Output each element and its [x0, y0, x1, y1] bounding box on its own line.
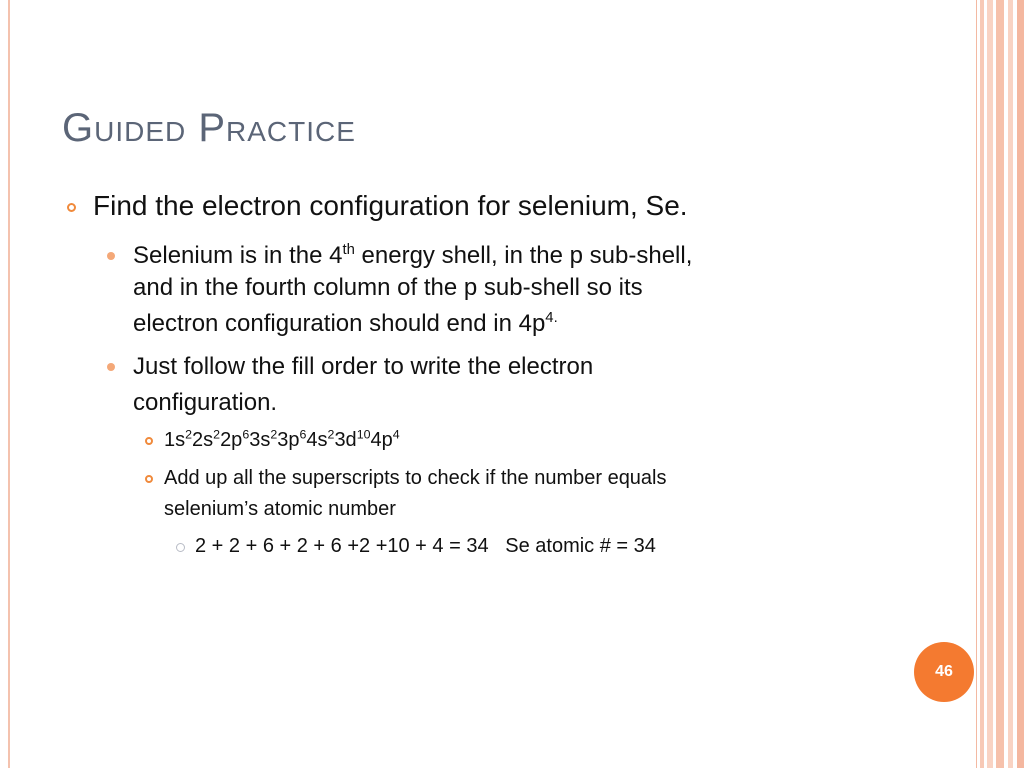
- orbital: 4s: [306, 429, 328, 451]
- text-segment: electron configuration should end in 4p: [133, 310, 546, 337]
- orbital: 3p: [277, 429, 300, 451]
- decor-stripe: [1017, 0, 1024, 768]
- bullet-level2-line: configuration.: [133, 389, 278, 416]
- decor-stripe: [987, 0, 993, 768]
- text-segment: Selenium is in the 4: [133, 242, 343, 269]
- orbital: 2s: [192, 429, 214, 451]
- orbital: 3s: [249, 429, 271, 451]
- bullet-level1: Find the electron configuration for selenium, Se.: [93, 190, 688, 221]
- superscript: 6: [242, 427, 250, 442]
- superscript: 2: [185, 427, 193, 442]
- orbital: 1s: [164, 429, 186, 451]
- orbital: 3d: [334, 429, 357, 451]
- dot-bullet-icon: [107, 252, 115, 260]
- text-segment: energy shell, in the p sub-shell,: [354, 242, 693, 269]
- superscript: 2: [327, 427, 335, 442]
- slide-title: Guided Practice: [62, 106, 356, 150]
- page-number-badge: 46: [914, 642, 974, 702]
- bullet-level3-line: selenium’s atomic number: [164, 498, 396, 520]
- ring-bullet-icon: [176, 543, 185, 552]
- bullet-level2-line: Just follow the fill order to write the electron: [133, 353, 594, 380]
- decor-stripe: [1008, 0, 1013, 768]
- ring-bullet-icon: [145, 437, 153, 445]
- superscript: 2: [270, 427, 278, 442]
- decor-stripe: [996, 0, 1004, 768]
- decor-stripe: [980, 0, 984, 768]
- superscript: 4: [392, 427, 400, 442]
- superscript: th: [342, 242, 355, 258]
- orbital: 2p: [220, 429, 243, 451]
- superscript: 4.: [545, 310, 558, 326]
- bullet-level3-line: Add up all the superscripts to check if the number equals: [164, 467, 667, 489]
- superscript: 10: [356, 427, 371, 442]
- superscript: 6: [299, 427, 307, 442]
- left-border-line: [8, 0, 10, 768]
- decor-stripe: [976, 0, 977, 768]
- bullet-level2-line: [133, 238, 692, 274]
- bullet-level2-line: and in the fourth column of the p sub-shell so its: [133, 274, 643, 301]
- bullet-level4-line: 2 + 2 + 6 + 2 + 6 +2 +10 + 4 = 34 Se atomic # = 34: [195, 535, 656, 557]
- superscript: 2: [213, 427, 221, 442]
- orbital: 4p: [370, 429, 393, 451]
- bullet-level2-line: [133, 306, 558, 342]
- ring-bullet-icon: [145, 475, 153, 483]
- electron-configuration: [164, 425, 400, 455]
- dot-bullet-icon: [107, 363, 115, 371]
- ring-bullet-icon: [67, 203, 76, 212]
